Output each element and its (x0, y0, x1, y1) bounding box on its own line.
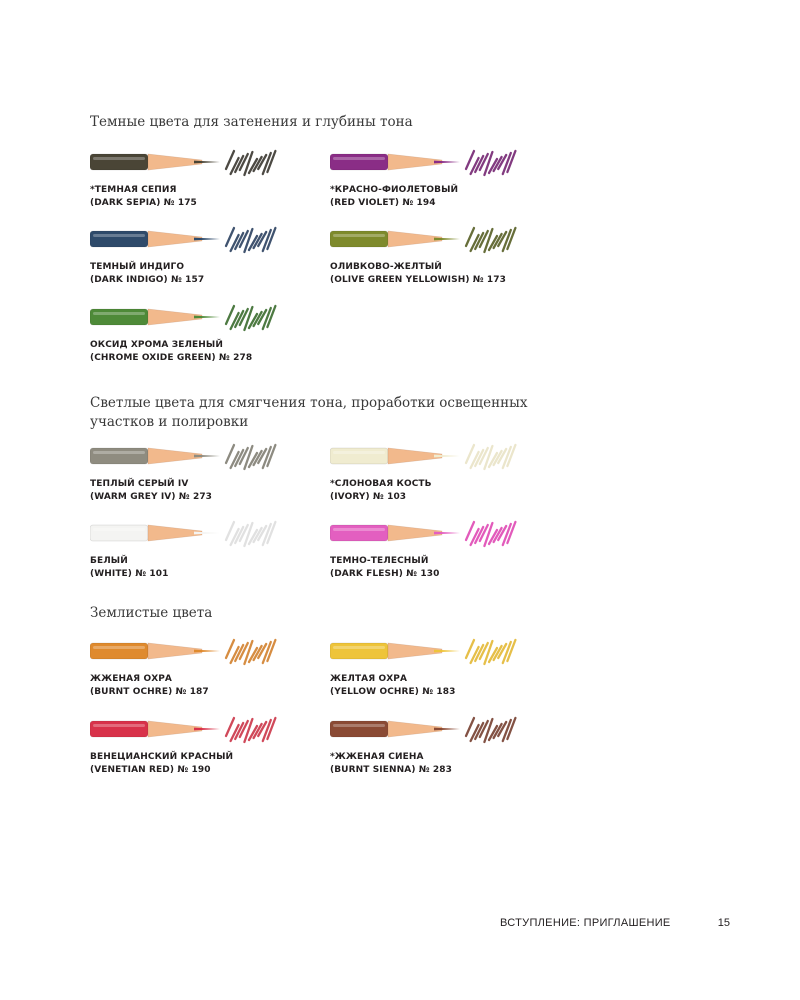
pencil-name: ЖЕЛТАЯ ОХРА (330, 674, 408, 684)
pencil-lead (194, 316, 220, 319)
pencil-code: (RED VIOLET) № 194 (330, 198, 436, 208)
pencil-wood (388, 721, 442, 737)
pencil-code: (YELLOW OCHRE) № 183 (330, 687, 456, 697)
pencil-swatch (90, 437, 310, 504)
pencil-code: (BURNT SIENNA) № 283 (330, 765, 453, 775)
pencil-swatch (330, 143, 550, 210)
pencil-label (90, 555, 310, 581)
pencil-name: *ТЕМНАЯ СЕПИЯ (90, 185, 177, 195)
pencil-body (330, 231, 388, 247)
pencil-swatch (90, 220, 310, 287)
stroke-sample (226, 151, 275, 175)
pencil-swatch (90, 710, 310, 777)
pencil-name: *ЖЖЕНАЯ СИЕНА (330, 752, 424, 762)
pencil-body (90, 231, 148, 247)
page-number: 15 (717, 917, 730, 929)
pencil-lead (434, 161, 460, 164)
pencil-label (90, 673, 310, 699)
pencil-lead (434, 455, 460, 458)
pencil-body (330, 525, 388, 541)
pencil-body (90, 448, 148, 464)
pencil-code: (OLIVE GREEN YELLOWISH) № 173 (330, 275, 507, 285)
pencil-name: ТЕМНО-ТЕЛЕСНЫЙ (330, 556, 429, 566)
pencil-body (90, 525, 148, 541)
pencil-code: (IVORY) № 103 (330, 492, 407, 502)
pencil-swatch (90, 514, 310, 581)
pencil-code: (WHITE) № 101 (90, 569, 169, 579)
pencil-icon (90, 514, 280, 552)
pencil-wood (388, 448, 442, 464)
pencil-name: ТЕМНЫЙ ИНДИГО (90, 262, 185, 272)
pencil-lead (194, 455, 220, 458)
pencil-lead (194, 161, 220, 164)
pencil-label (90, 751, 310, 777)
section-title-earth: Землистые цвета (90, 605, 213, 621)
pencil-label (90, 261, 310, 287)
pencil-label (330, 478, 550, 504)
pencil-icon (90, 710, 280, 748)
stroke-sample (466, 718, 515, 742)
pencil-wood (148, 525, 202, 541)
pencil-code: (CHROME OXIDE GREEN) № 278 (90, 353, 253, 363)
pencil-icon (90, 143, 280, 181)
pencil-lead (434, 532, 460, 535)
pencil-icon (90, 632, 280, 670)
stroke-sample (226, 306, 275, 330)
pencil-name: ОЛИВКОВО-ЖЕЛТЫЙ (330, 262, 442, 272)
pencil-body (330, 721, 388, 737)
pencil-code: (DARK INDIGO) № 157 (90, 275, 205, 285)
pencil-label (330, 555, 550, 581)
pencil-label (330, 184, 550, 210)
pencil-swatch (90, 298, 310, 365)
stroke-sample (226, 522, 275, 546)
pencil-wood (388, 643, 442, 659)
pencil-label (330, 751, 550, 777)
pencil-icon (330, 710, 520, 748)
pencil-swatch (330, 632, 550, 699)
pencil-body (90, 154, 148, 170)
pencil-label (330, 673, 550, 699)
pencil-label (90, 184, 310, 210)
pencil-icon (330, 514, 520, 552)
pencil-wood (388, 231, 442, 247)
pencil-wood (388, 154, 442, 170)
section-title-dark: Темные цвета для затенения и глубины тона (90, 114, 413, 130)
section-title-light: Светлые цвета для смягчения тона, проработки освещенных участков и полировки (90, 395, 528, 430)
pencil-name: ЖЖЕНАЯ ОХРА (90, 674, 172, 684)
pencil-lead (194, 650, 220, 653)
pencil-body (90, 309, 148, 325)
pencil-lead (194, 532, 220, 535)
pencil-code: (DARK FLESH) № 130 (330, 569, 440, 579)
pencil-lead (434, 650, 460, 653)
pencil-icon (90, 437, 280, 475)
pencil-swatch (330, 437, 550, 504)
pencil-swatch (90, 632, 310, 699)
stroke-sample (466, 640, 515, 664)
pencil-lead (194, 238, 220, 241)
pencil-body (90, 643, 148, 659)
stroke-sample (226, 718, 275, 742)
pencil-icon (330, 632, 520, 670)
pencil-icon (330, 143, 520, 181)
pencil-label (90, 478, 310, 504)
pencil-name: *КРАСНО-ФИОЛЕТОВЫЙ (330, 185, 459, 195)
pencil-wood (148, 309, 202, 325)
pencil-code: (DARK SEPIA) № 175 (90, 198, 197, 208)
pencil-name: ВЕНЕЦИАНСКИЙ КРАСНЫЙ (90, 752, 234, 762)
stroke-sample (226, 445, 275, 469)
chapter-title: ВСТУПЛЕНИЕ: ПРИГЛАШЕНИЕ (500, 917, 671, 929)
pencil-lead (434, 238, 460, 241)
pencil-code: (WARM GREY IV) № 273 (90, 492, 213, 502)
pencil-label (90, 339, 310, 365)
pencil-swatch (330, 710, 550, 777)
pencil-name: БЕЛЫЙ (90, 556, 128, 566)
pencil-body (90, 721, 148, 737)
pencil-swatch (90, 143, 310, 210)
stroke-sample (226, 228, 275, 252)
pencil-wood (388, 525, 442, 541)
pencil-wood (148, 643, 202, 659)
pencil-wood (148, 154, 202, 170)
stroke-sample (226, 640, 275, 664)
pencil-icon (330, 437, 520, 475)
pencil-body (330, 448, 388, 464)
pencil-wood (148, 231, 202, 247)
pencil-icon (90, 220, 280, 258)
pencil-icon (330, 220, 520, 258)
pencil-body (330, 154, 388, 170)
pencil-wood (148, 721, 202, 737)
pencil-name: ОКСИД ХРОМА ЗЕЛЕНЫЙ (90, 340, 223, 350)
pencil-body (330, 643, 388, 659)
pencil-label (330, 261, 550, 287)
stroke-sample (466, 522, 515, 546)
pencil-name: *СЛОНОВАЯ КОСТЬ (330, 479, 432, 489)
pencil-lead (434, 728, 460, 731)
pencil-code: (BURNT OCHRE) № 187 (90, 687, 209, 697)
pencil-swatch (330, 220, 550, 287)
pencil-lead (194, 728, 220, 731)
pencil-name: ТЕПЛЫЙ СЕРЫЙ IV (90, 479, 189, 489)
pencil-swatch (330, 514, 550, 581)
stroke-sample (466, 445, 515, 469)
pencil-wood (148, 448, 202, 464)
stroke-sample (466, 151, 515, 175)
stroke-sample (466, 228, 515, 252)
pencil-code: (VENETIAN RED) № 190 (90, 765, 211, 775)
pencil-icon (90, 298, 280, 336)
